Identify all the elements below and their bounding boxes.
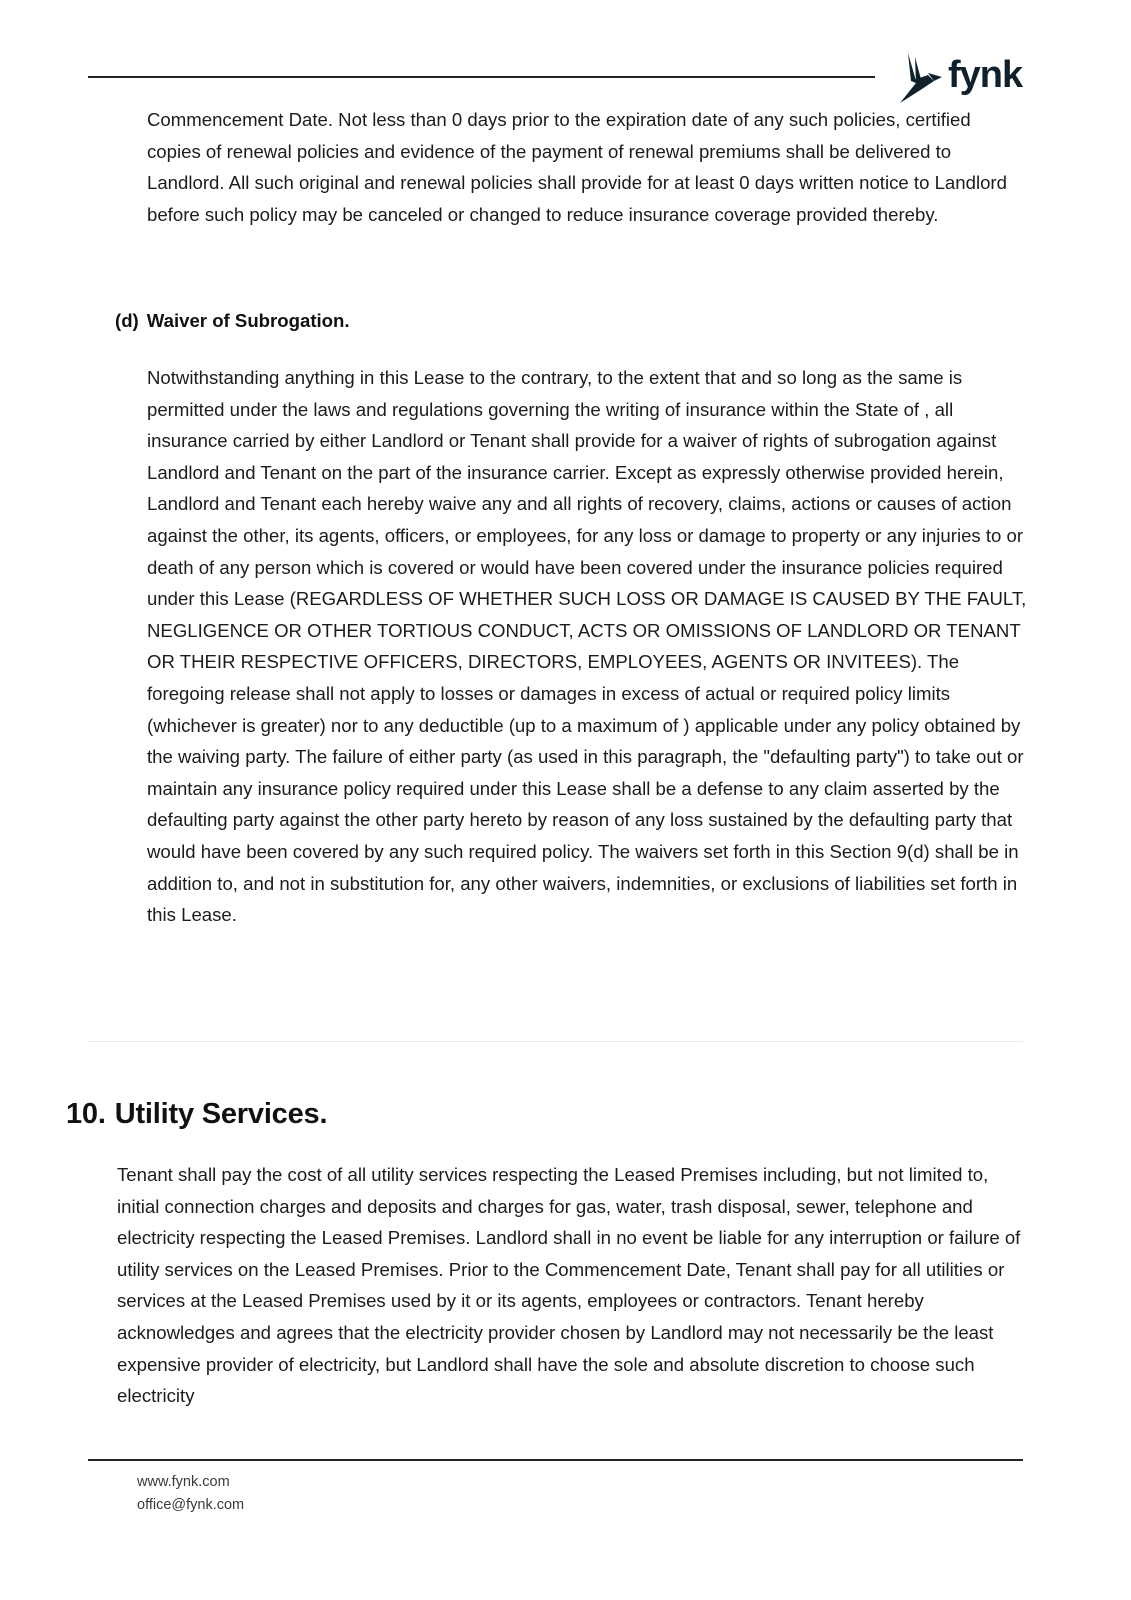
section-number: 10. (66, 1098, 106, 1130)
bird-logo-icon (898, 51, 944, 105)
subsection-title: Waiver of Subrogation. (146, 310, 350, 331)
subsection-heading (115, 310, 350, 332)
email-link[interactable]: office@fynk.com (137, 1497, 245, 1513)
paragraph-text: Tenant shall pay the cost of all utility services respecting the Leased Premises including, but not limited to, initial connection charges and deposits and charges for gas, water, trash disposal, sewer, telephone and electricity respecting the Leased Premises. Landlord shall in no event be liable for any interruption or failure of utility services on the Leased Premises. Prior to the Commencement Date, Tenant shall pay for all utilities or services at the Leased Premises used by it or its agents, employees or contractors. Tenant hereby acknowledges and agrees that the electricity provider chosen by Landlord may not necessarily be the least expensive provider of electricity, but Landlord shall have the sole and absolute discretion to choose such electricity (117, 1164, 1021, 1407)
paragraph-text: Notwithstanding anything in this Lease to the contrary, to the extent that and so long as the same is permitted under the laws and regulations governing the writing of insurance within the State of , all insurance carried by either Landlord or Tenant shall provide for a waiver of rights of subrogation against Landlord and Tenant on the part of the insurance carrier. Except as expressly otherwise provided herein, Landlord and Tenant each hereby waive any and all rights of recovery, claims, actions or causes of action against the other, its agents, officers, or employees, for any loss or damage to property or any injuries to or death of any person which is covered or would have been covered under the insurance policies required under this Lease (REGARDLESS OF WHETHER SUCH LOSS OR DAMAGE IS CAUSED BY THE FAULT, NEGLIGENCE OR OTHER TORTIOUS CONDUCT, ACTS OR OMISSIONS OF LANDLORD OR TENANT OR THEIR RESPECTIVE OFFICERS, DIRECTORS, EMPLOYEES, AGENTS OR INVITEES). The foregoing release shall not apply to losses or damages in excess of actual or required policy limits (whichever is greater) nor to any deductible (up to a maximum of ) applicable under any policy obtained by the waiving party. The failure of either party (as used in this paragraph, the "defaulting party") to take out or maintain any insurance policy required under this Lease shall be a defense to any claim asserted by the defaulting party against the other party hereto by reason of any loss sustained by the defaulting party that would have been covered by any such required policy. The waivers set forth in this Section 9(d) shall be in addition to, and not in substitution for, any other waivers, indemnities, or exclusions of liabilities set forth in this Lease. (147, 367, 1027, 926)
fynk-logo (898, 50, 1022, 106)
waiver-paragraph (147, 362, 1027, 931)
footer-rule (88, 1459, 1023, 1461)
section-divider (88, 1041, 1023, 1042)
paragraph-text: Commencement Date. Not less than 0 days prior to the expiration date of any such policies, certified copies of renewal policies and evidence of the payment of renewal premiums shall be delivered to Landlord. All such original and renewal policies shall provide for at least 0 days written notice to Landlord before such policy may be canceled or changed to reduce insurance coverage provided thereby. (147, 109, 1007, 225)
website-link[interactable]: www.fynk.com (137, 1474, 230, 1490)
subsection-label: (d) (115, 310, 139, 331)
logo-wordmark: fynk (948, 54, 1023, 96)
footer (137, 1471, 244, 1517)
header-rule (88, 76, 875, 78)
continuation-paragraph (147, 104, 1027, 230)
section-heading (66, 1098, 327, 1131)
section-title: Utility Services. (114, 1098, 328, 1130)
utility-paragraph (117, 1159, 1022, 1412)
